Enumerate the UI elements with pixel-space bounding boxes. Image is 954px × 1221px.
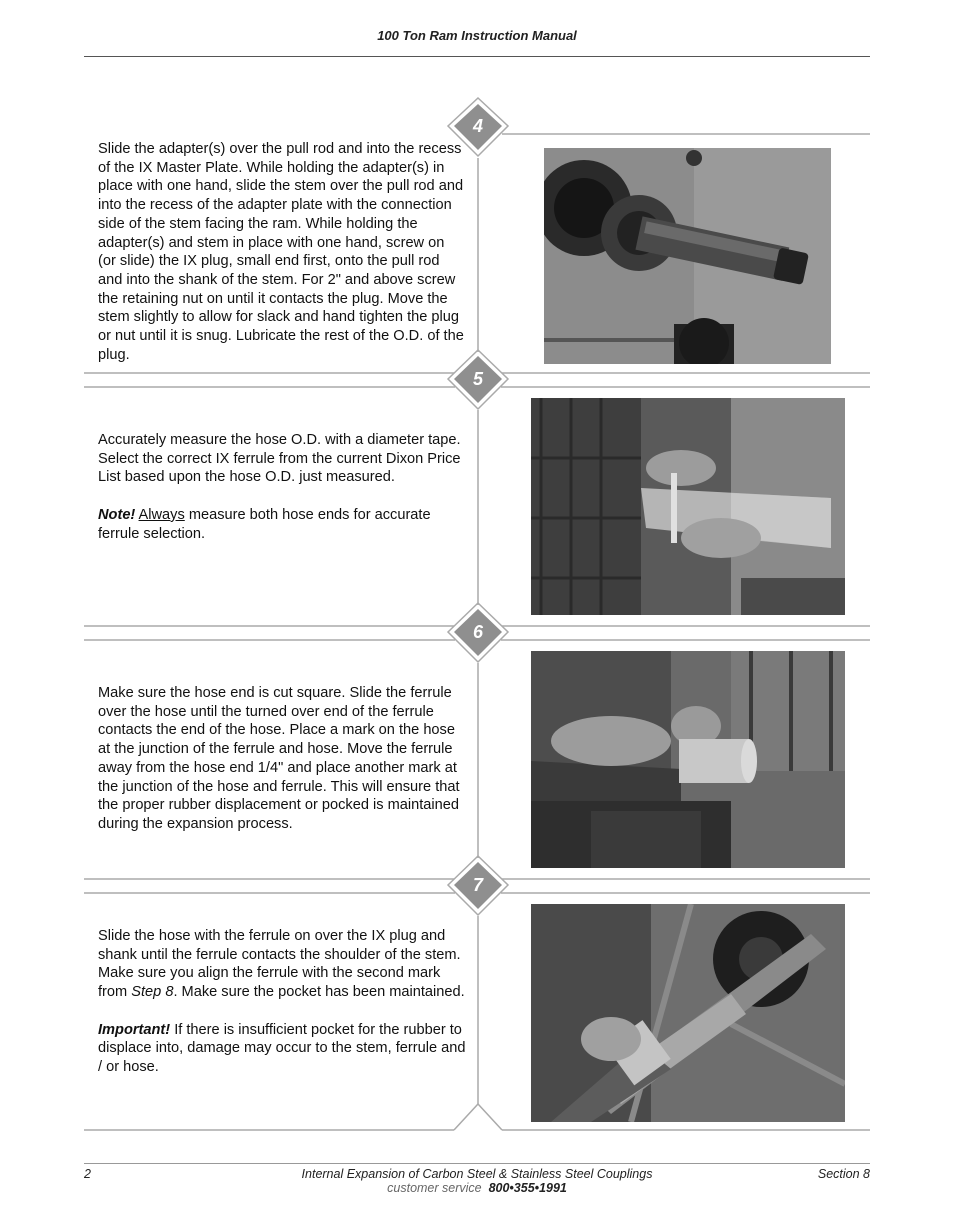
important-label: Important! <box>98 1021 171 1038</box>
step-5-paragraph: Accurately measure the hose O.D. with a diameter tape. Select the correct IX ferrule from the current Dixon Price List based upon the hose O.D. just measured. <box>98 432 461 486</box>
step-4-text <box>98 140 466 364</box>
step-4-paragraph: Slide the adapter(s) over the pull rod and into the recess of the IX Master Plate. While holding the adapter(s) in place with one hand, slide the stem over the pull rod and into the recess of the adapter plate with the connection side of the stem facing the ram. While holding the adapter(s) and stem in place with one hand, screw on (or slide) the IX plug, small end first, onto the pull rod and into the shank of the stem. For 2" and above screw the retaining nut on until it contacts the plug. Move the stem slightly to allow for slack and hand tighten the plug or nut until it is snug. Lubricate the rest of the O.D. of the plug. <box>98 141 464 363</box>
step-7-important <box>98 1021 466 1077</box>
section-label: Section 8 <box>817 1167 870 1181</box>
note-text: measure both hose ends for accurate ferrule selection. <box>98 506 431 542</box>
step-5-note <box>98 506 466 543</box>
step-7-text-after: . Make sure the pocket has been maintained. <box>173 984 465 1001</box>
customer-service-phone: 800•355•1991 <box>488 1181 567 1195</box>
measuring-hose-photo <box>531 398 845 615</box>
step-6-paragraph: Make sure the hose end is cut square. Slide the ferrule over the hose until the turned over end of the ferrule contacts the end of the hose. Place a mark on the hose at the junction of the ferrule and hose. Move the ferrule away from the hose end 1/4" and place another mark at the junction of the hose and ferrule. This will ensure that the proper rubber displacement or pocked is maintained during the expansion process. <box>98 685 460 832</box>
customer-service-label: customer service <box>387 1181 482 1195</box>
customer-service-line <box>0 1181 954 1195</box>
marking-hose-photo <box>531 651 845 868</box>
step-6-number: 6 <box>472 622 483 642</box>
footer-title-block <box>0 1167 954 1195</box>
step-7-number: 7 <box>472 875 483 895</box>
stem-on-ram-photo <box>544 148 831 364</box>
page-header-title: 100 Ton Ram Instruction Manual <box>377 28 577 43</box>
hose-onto-plug-photo <box>531 904 845 1122</box>
step-7-text <box>98 927 466 1077</box>
footer-divider <box>84 1163 870 1164</box>
note-emphasis: Always <box>138 506 185 523</box>
step-6-text <box>98 684 466 834</box>
important-text: If there is insufficient pocket for the rubber to displace into, damage may occur to the stem, ferrule and / or hose. <box>98 1021 466 1075</box>
step-5-number: 5 <box>472 369 483 389</box>
footer-title: Internal Expansion of Carbon Steel & Stainless Steel Couplings <box>301 1167 653 1181</box>
page-number: 2 <box>84 1167 91 1181</box>
step-4-number: 4 <box>472 116 483 136</box>
step-7-paragraph <box>98 927 466 1002</box>
step-7-step-reference: Step 8 <box>131 984 174 1001</box>
step-7-text-before: Slide the hose with the ferrule on over the IX plug and shank until the ferrule contacts the shoulder of the stem. Make sure you align the ferrule with the second mark from <box>98 928 461 1001</box>
note-label: Note! <box>98 506 136 523</box>
step-5-text <box>98 431 466 543</box>
